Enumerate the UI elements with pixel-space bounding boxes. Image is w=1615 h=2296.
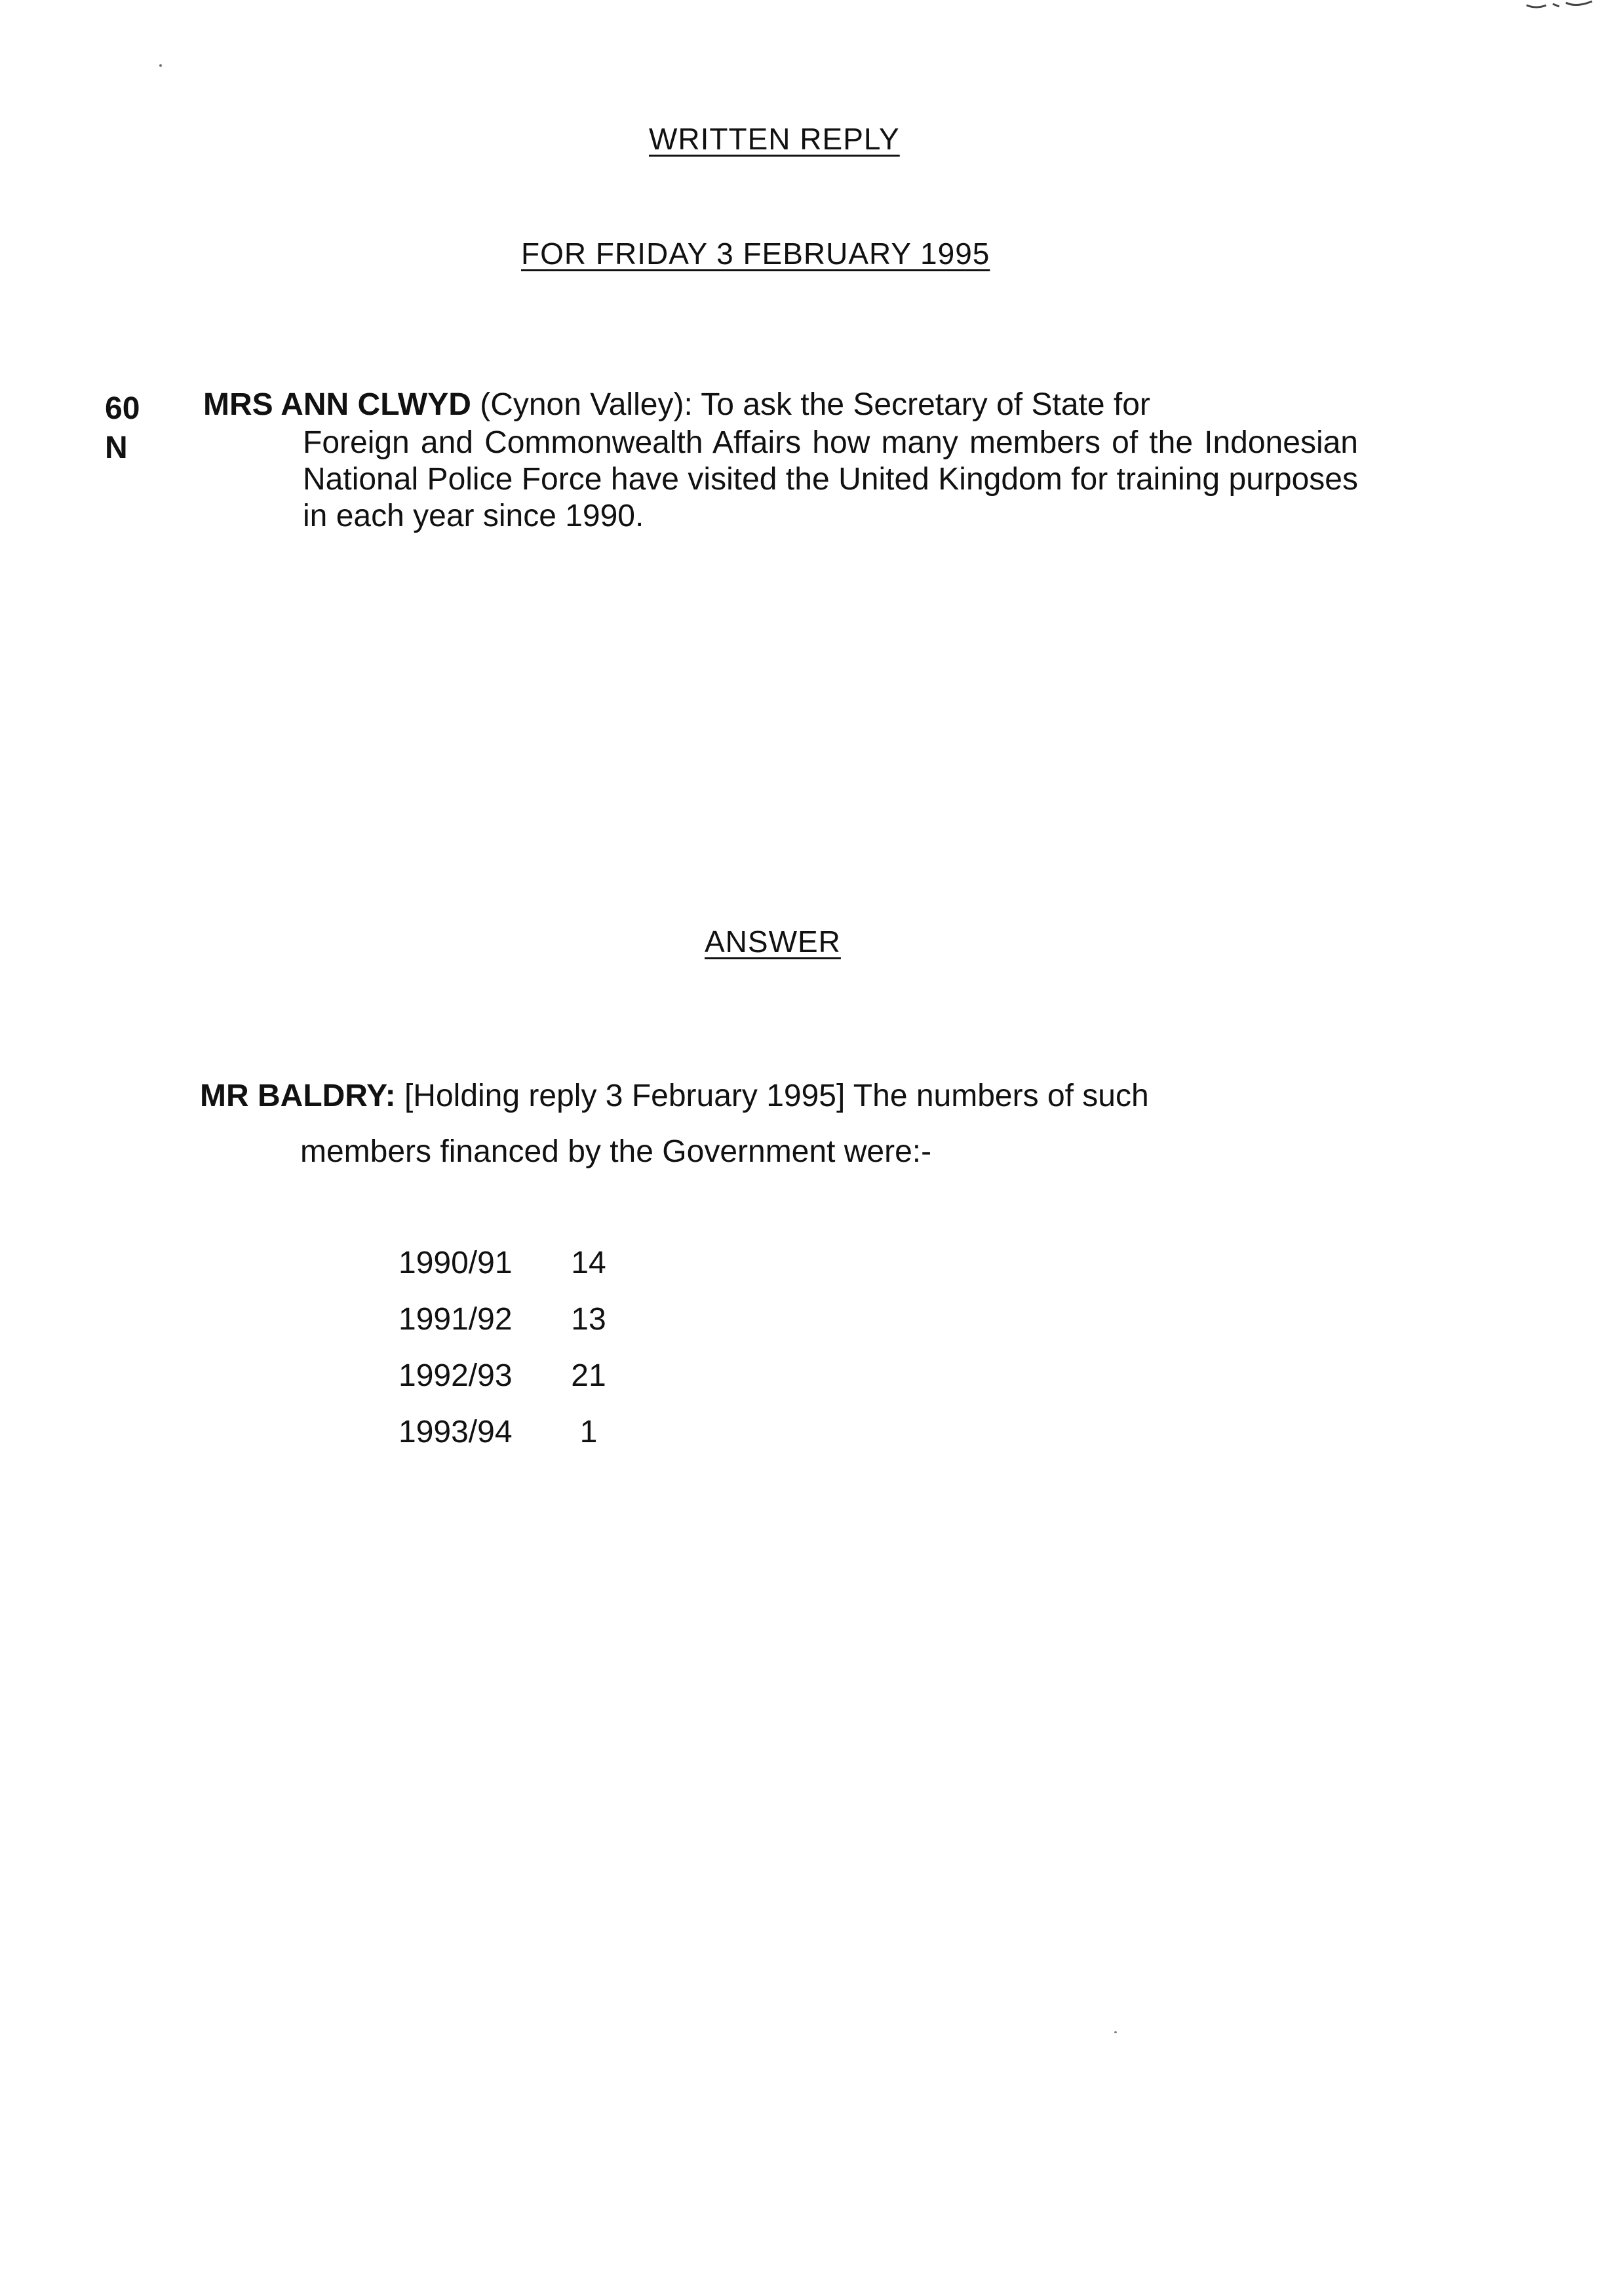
year-cell: 1993/94 xyxy=(399,1415,513,1449)
question-marker: N xyxy=(105,430,128,465)
answer-first-line xyxy=(200,1078,1149,1114)
document-title: WRITTEN REPLY xyxy=(649,122,900,156)
scan-speck xyxy=(1114,2031,1117,2033)
asker-name: MRS ANN CLWYD xyxy=(203,387,471,422)
minister-name: MR BALDRY: xyxy=(200,1079,396,1113)
year-cell: 1992/93 xyxy=(399,1358,513,1393)
reply-date: FOR FRIDAY 3 FEBRUARY 1995 xyxy=(521,237,990,271)
count-cell: 14 xyxy=(571,1246,606,1280)
answer-second-line: members financed by the Government were:- xyxy=(300,1134,932,1169)
question-body: Foreign and Commonwealth Affairs how many members of the Indonesian National Police Force have visited the United Kingdom for training purposes in each year since 1990. xyxy=(303,425,1358,533)
count-cell: 13 xyxy=(571,1302,606,1337)
answer-heading: ANSWER xyxy=(705,925,841,959)
count-cell: 1 xyxy=(579,1415,598,1449)
count-cell: 21 xyxy=(571,1358,606,1393)
handwritten-mark xyxy=(1523,0,1595,13)
year-cell: 1991/92 xyxy=(399,1302,513,1337)
scan-speck xyxy=(159,64,162,67)
question-opening: (Cynon Valley): To ask the Secretary of State for xyxy=(471,387,1150,422)
question-first-line xyxy=(203,387,1150,423)
answer-opening: [Holding reply 3 February 1995] The numbers of such xyxy=(395,1079,1149,1113)
year-cell: 1990/91 xyxy=(399,1246,513,1280)
question-number: 60 xyxy=(105,391,140,426)
